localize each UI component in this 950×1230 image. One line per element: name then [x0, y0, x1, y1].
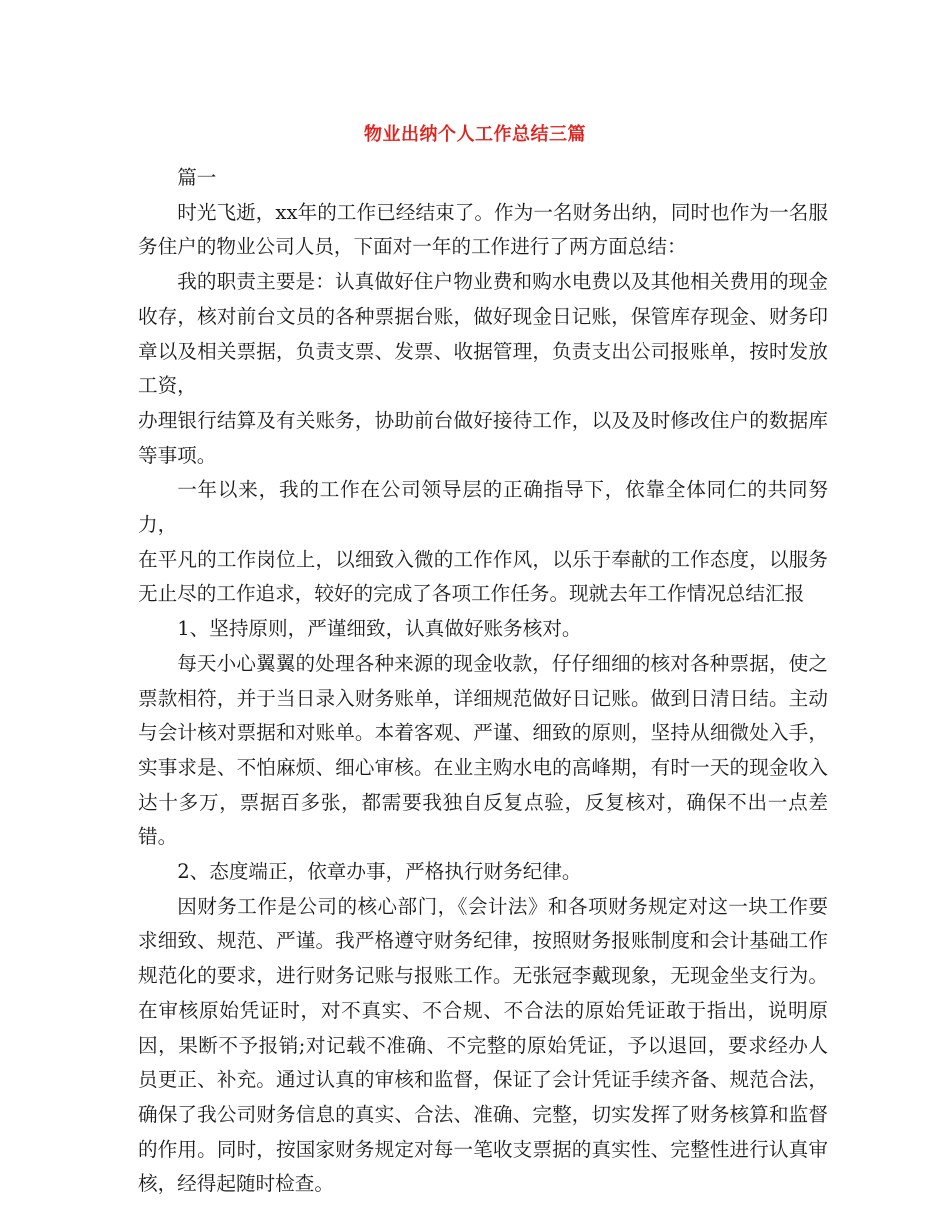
list-item-heading: 1、坚持原则，严谨细致，认真做好账务核对。 — [177, 617, 582, 641]
section-heading: 篇一 — [177, 166, 217, 189]
paragraph: 因财务工作是公司的核心部门，《会计法》和各项财务规定对这一块工作要求细致、规范、严谨。我严格遵守财务纪律，按照财务报账制度和会计基础工作规范化的要求，进行财务记账与报账工作。无张冠李戴现象，无现金坐支行为。在审核原始凭证时，对不真实、不合规、不合法的原始凭证敢于指出，说明原因，果断不予报销;对记载不准确、不完整的原始凭证，予以退回，要求经办人员更正、补充。通过认真的审核和监督，保证了会计凭证手续齐备、规范合法，确保了我公司财务信息的真实、合法、准确、完整，切实发挥了财务核算和监督的作用。同时，按国家财务规定对每一笔收支票据的真实性、完整性进行认真审核，经得起随时检查。 — [138, 894, 828, 1196]
paragraph: 时光飞逝，xx年的工作已经结束了。作为一名财务出纳，同时也作为一名服务住户的物业公司人员，下面对一年的工作进行了两方面总结： — [138, 200, 828, 259]
paragraph: 办理银行结算及有关账务，协助前台做好接待工作，以及及时修改住户的数据库等事项。 — [138, 408, 828, 467]
document-body — [138, 161, 828, 1202]
paragraph: 一年以来，我的工作在公司领导层的正确指导下，依靠全体同仁的共同努力， — [138, 478, 828, 537]
document-title: 物业出纳个人工作总结三篇 — [364, 124, 586, 145]
list-item-heading: 2、态度端正，依章办事，严格执行财务纪律。 — [177, 860, 582, 884]
paragraph: 每天小心翼翼的处理各种来源的现金收款，仔仔细细的核对各种票据，使之票款相符，并于当日录入财务账单，详细规范做好日记账。做到日清日结。主动与会计核对票据和对账单。本着客观、严谨、细致的原则，坚持从细微处入手，实事求是、不怕麻烦、细心审核。在业主购水电的高峰期，有时一天的现金收入达十多万，票据百多张，都需要我独自反复点验，反复核对，确保不出一点差错。 — [138, 651, 828, 849]
paragraph: 在平凡的工作岗位上，以细致入微的工作作风，以乐于奉献的工作态度，以服务无止尽的工作追求，较好的完成了各项工作任务。现就去年工作情况总结汇报 — [138, 547, 828, 606]
paragraph: 我的职责主要是：认真做好住户物业费和购水电费以及其他相关费用的现金收存，核对前台文员的各种票据台账，做好现金日记账，保管库存现金、财务印章以及相关票据，负责支票、发票、收据管理，负责支出公司报账单，按时发放工资， — [138, 270, 828, 398]
